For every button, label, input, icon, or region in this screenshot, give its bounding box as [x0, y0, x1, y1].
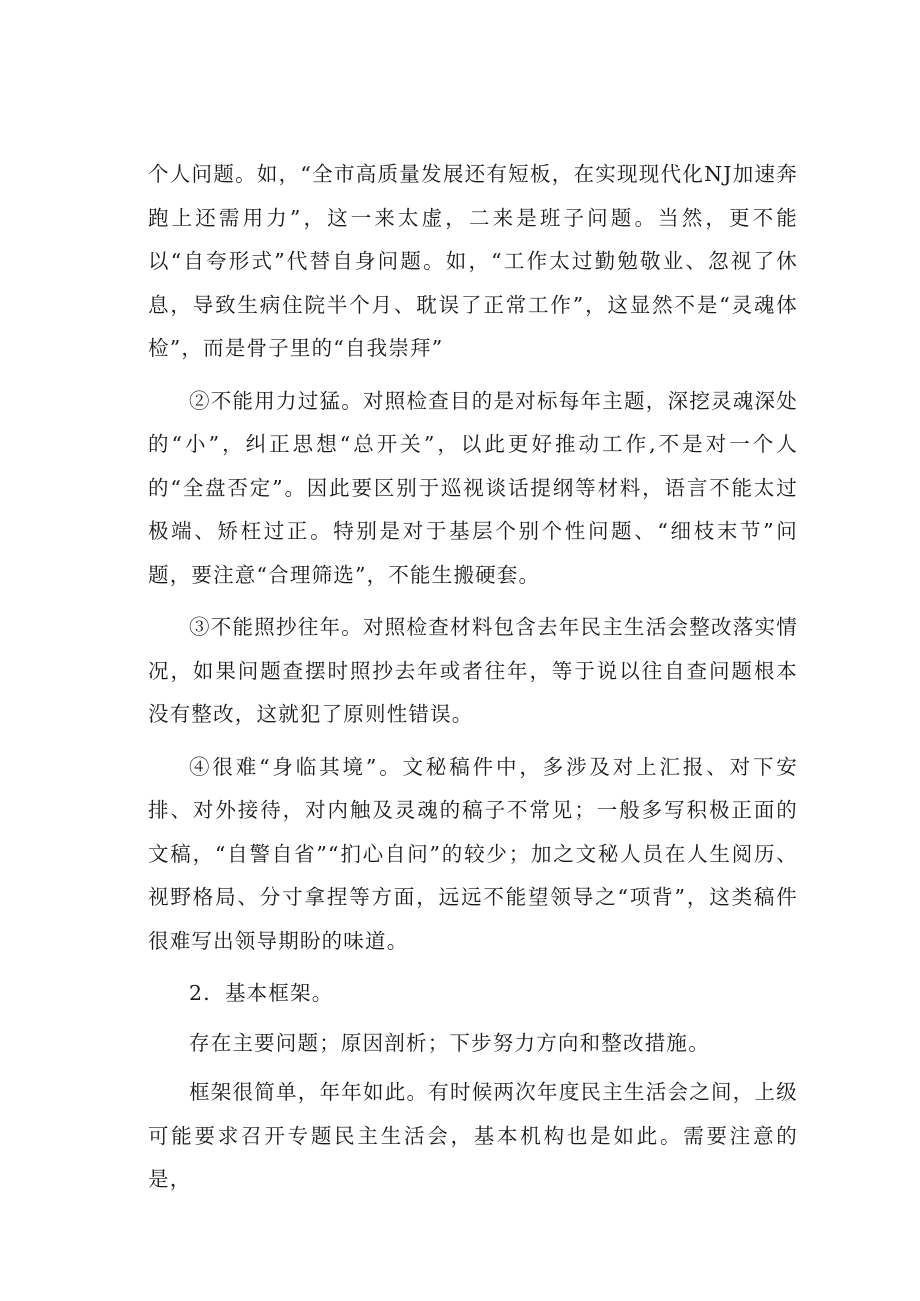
- paragraph-point-3: ③不能照抄往年。对照检查材料包含去年民主生活会整改落实情况，如果问题查摆时照抄去年或者往年，等于说以往自查问题根本没有整改，这就犯了原则性错误。: [148, 615, 798, 726]
- paragraph-point-2: ②不能用力过猛。对照检查目的是对标每年主题，深挖灵魂深处的“小”，纠正思想“总开关”，以此更好推动工作,不是对一个人的“全盘否定”。因此要区别于巡视谈话提纲等材料，语言不能太过极端、矫枉过正。特别是对于基层个别个性问题、“细枝末节”问题，要注意“合理筛选”，不能生搬硬套。: [148, 388, 798, 587]
- paragraph-point-4: ④很难“身临其境”。文秘稿件中，多涉及对上汇报、对下安排、对外接待，对内触及灵魂的稿子不常见；一般多写积极正面的文稿，“自警自省”“扪心自问”的较少；加之文秘人员在人生阅历、视野格局、分寸拿捏等方面，远远不能望领导之“项背”，这类稿件很难写出领导期盼的味道。: [148, 754, 798, 953]
- body-text: [148, 153, 798, 1211]
- section-heading-basic-framework: 2．基本框架。: [189, 981, 334, 1005]
- paragraph-framework-items: 存在主要问题；原因剖析；下步努力方向和整改措施。: [189, 1030, 710, 1055]
- paragraph-framework-note: 框架很简单，年年如此。有时候两次年度民主生活会之间，上级可能要求召开专题民主生活会，基本机构也是如此。需要注意的是，: [148, 1080, 798, 1191]
- paragraph-continued-issues: 个人问题。如，“全市高质量发展还有短板，在实现现代化NJ加速奔跑上还需用力”，这一来太虚，二来是班子问题。当然，更不能以“自夸形式”代替自身问题。如，“工作太过勤勉敬业、忽视了休息，导致生病住院半个月、耽误了正常工作”，这显然不是“灵魂体检”，而是骨子里的“自我崇拜”: [148, 162, 798, 360]
